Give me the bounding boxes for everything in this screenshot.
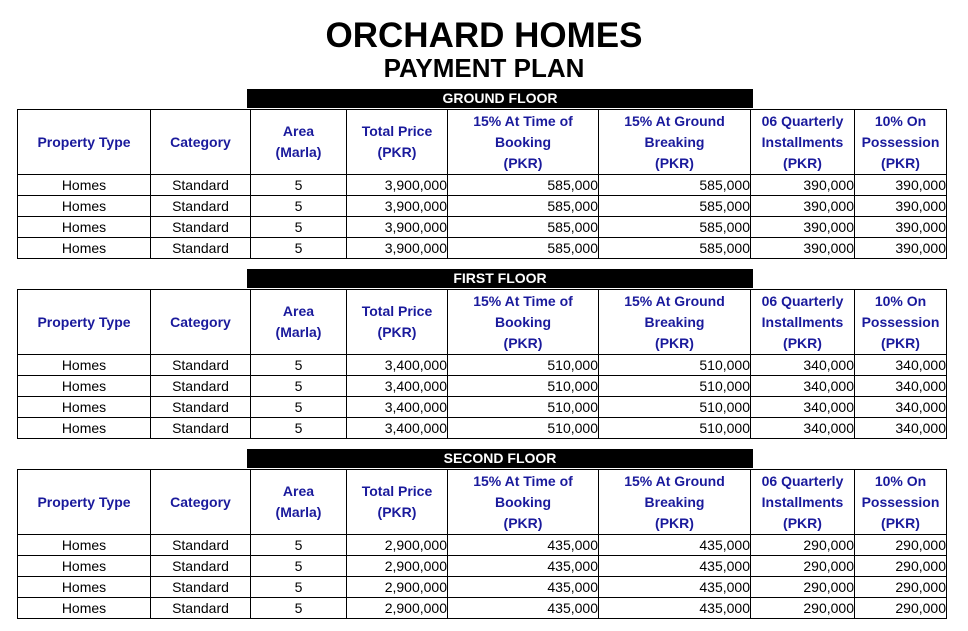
table-cell: 435,000: [448, 535, 599, 556]
table-row: [18, 397, 947, 418]
column-header: Category: [151, 290, 251, 355]
table-cell: Homes: [18, 217, 151, 238]
table-cell: 290,000: [855, 598, 947, 619]
table-cell: Standard: [151, 535, 251, 556]
payment-table: [17, 109, 947, 259]
table-cell: 390,000: [751, 175, 855, 196]
table-cell: Standard: [151, 598, 251, 619]
table-cell: 390,000: [855, 217, 947, 238]
table-cell: Homes: [18, 556, 151, 577]
table-cell: 585,000: [448, 196, 599, 217]
table-cell: Standard: [151, 217, 251, 238]
table-cell: 290,000: [855, 535, 947, 556]
table-cell: 340,000: [751, 418, 855, 439]
table-cell: Homes: [18, 196, 151, 217]
column-header: 10% On Possession (PKR): [855, 470, 947, 535]
column-header: Total Price (PKR): [347, 110, 448, 175]
table-cell: 585,000: [599, 175, 751, 196]
table-cell: 510,000: [448, 376, 599, 397]
table-cell: 585,000: [599, 238, 751, 259]
table-row: [18, 355, 947, 376]
table-cell: Standard: [151, 196, 251, 217]
table-cell: 2,900,000: [347, 598, 448, 619]
table-cell: 585,000: [599, 196, 751, 217]
table-cell: Standard: [151, 577, 251, 598]
table-cell: 3,400,000: [347, 355, 448, 376]
table-cell: 5: [251, 556, 347, 577]
table-cell: 2,900,000: [347, 556, 448, 577]
page-title: ORCHARD HOMES: [325, 16, 643, 55]
column-header: 06 Quarterly Installments (PKR): [751, 290, 855, 355]
table-cell: 510,000: [599, 376, 751, 397]
table-cell: Homes: [18, 418, 151, 439]
table-cell: 290,000: [855, 577, 947, 598]
table-cell: 390,000: [751, 196, 855, 217]
column-header: 15% At Ground Breaking (PKR): [599, 290, 751, 355]
floor-heading: GROUND FLOOR: [247, 89, 753, 108]
table-cell: 510,000: [599, 397, 751, 418]
table-cell: 5: [251, 376, 347, 397]
column-header: Area (Marla): [251, 470, 347, 535]
column-header: Property Type: [18, 470, 151, 535]
table-cell: 435,000: [599, 598, 751, 619]
table-row: [18, 238, 947, 259]
column-header: 10% On Possession (PKR): [855, 290, 947, 355]
table-cell: 5: [251, 238, 347, 259]
table-cell: Homes: [18, 355, 151, 376]
table-cell: Homes: [18, 376, 151, 397]
table-cell: 5: [251, 217, 347, 238]
table-cell: 390,000: [855, 196, 947, 217]
table-cell: 290,000: [855, 556, 947, 577]
table-cell: Homes: [18, 397, 151, 418]
table-cell: 435,000: [448, 577, 599, 598]
table-cell: 2,900,000: [347, 535, 448, 556]
page-subtitle: PAYMENT PLAN: [383, 53, 585, 83]
table-header-row: [18, 290, 947, 355]
table-row: [18, 175, 947, 196]
table-cell: 290,000: [751, 577, 855, 598]
table-cell: Standard: [151, 355, 251, 376]
table-cell: 340,000: [855, 376, 947, 397]
table-cell: 585,000: [599, 217, 751, 238]
table-cell: 5: [251, 196, 347, 217]
table-cell: Standard: [151, 556, 251, 577]
table-cell: 3,400,000: [347, 418, 448, 439]
payment-table: [17, 289, 947, 439]
column-header: Property Type: [18, 110, 151, 175]
table-row: [18, 556, 947, 577]
table-row: [18, 217, 947, 238]
table-cell: 3,900,000: [347, 217, 448, 238]
table-cell: Homes: [18, 238, 151, 259]
column-header: 06 Quarterly Installments (PKR): [751, 470, 855, 535]
table-cell: Homes: [18, 175, 151, 196]
floor-heading: SECOND FLOOR: [247, 449, 753, 468]
column-header: 15% At Ground Breaking (PKR): [599, 470, 751, 535]
table-cell: 435,000: [448, 556, 599, 577]
table-cell: 390,000: [751, 217, 855, 238]
column-header: 15% At Time of Booking (PKR): [448, 290, 599, 355]
table-cell: 340,000: [751, 355, 855, 376]
column-header: Category: [151, 470, 251, 535]
table-cell: 5: [251, 577, 347, 598]
table-cell: 435,000: [448, 598, 599, 619]
table-cell: 5: [251, 598, 347, 619]
table-cell: 435,000: [599, 556, 751, 577]
payment-table: [17, 469, 947, 619]
floor-heading: FIRST FLOOR: [247, 269, 753, 288]
table-row: [18, 376, 947, 397]
table-cell: 435,000: [599, 535, 751, 556]
table-row: [18, 418, 947, 439]
column-header: 15% At Time of Booking (PKR): [448, 470, 599, 535]
table-cell: Standard: [151, 418, 251, 439]
table-cell: 5: [251, 397, 347, 418]
table-cell: 435,000: [599, 577, 751, 598]
table-cell: Standard: [151, 397, 251, 418]
table-row: [18, 577, 947, 598]
table-header-row: [18, 470, 947, 535]
table-cell: 290,000: [751, 598, 855, 619]
table-cell: Standard: [151, 238, 251, 259]
table-row: [18, 196, 947, 217]
column-header: Category: [151, 110, 251, 175]
table-cell: 3,400,000: [347, 397, 448, 418]
column-header: Total Price (PKR): [347, 470, 448, 535]
table-row: [18, 535, 947, 556]
table-cell: 5: [251, 418, 347, 439]
table-cell: 340,000: [855, 355, 947, 376]
table-cell: 390,000: [855, 238, 947, 259]
table-cell: 290,000: [751, 556, 855, 577]
column-header: 06 Quarterly Installments (PKR): [751, 110, 855, 175]
table-cell: 390,000: [855, 175, 947, 196]
table-cell: 5: [251, 355, 347, 376]
table-cell: 5: [251, 175, 347, 196]
table-cell: Standard: [151, 175, 251, 196]
table-cell: Homes: [18, 598, 151, 619]
table-cell: 585,000: [448, 217, 599, 238]
table-cell: 340,000: [751, 376, 855, 397]
table-cell: 340,000: [855, 397, 947, 418]
column-header: Total Price (PKR): [347, 290, 448, 355]
table-cell: 3,900,000: [347, 175, 448, 196]
table-cell: 3,900,000: [347, 238, 448, 259]
column-header: 10% On Possession (PKR): [855, 110, 947, 175]
table-row: [18, 598, 947, 619]
column-header: 15% At Time of Booking (PKR): [448, 110, 599, 175]
table-cell: Standard: [151, 376, 251, 397]
table-cell: Homes: [18, 535, 151, 556]
table-cell: 510,000: [599, 355, 751, 376]
table-cell: 340,000: [855, 418, 947, 439]
column-header: Area (Marla): [251, 110, 347, 175]
table-cell: 390,000: [751, 238, 855, 259]
column-header: 15% At Ground Breaking (PKR): [599, 110, 751, 175]
table-cell: 510,000: [448, 397, 599, 418]
column-header: Area (Marla): [251, 290, 347, 355]
table-cell: 340,000: [751, 397, 855, 418]
table-cell: 510,000: [599, 418, 751, 439]
table-cell: 3,900,000: [347, 196, 448, 217]
table-header-row: [18, 110, 947, 175]
table-cell: 5: [251, 535, 347, 556]
table-cell: 290,000: [751, 535, 855, 556]
column-header: Property Type: [18, 290, 151, 355]
table-cell: 3,400,000: [347, 376, 448, 397]
table-cell: 585,000: [448, 175, 599, 196]
table-cell: Homes: [18, 577, 151, 598]
table-cell: 585,000: [448, 238, 599, 259]
table-cell: 510,000: [448, 418, 599, 439]
table-cell: 510,000: [448, 355, 599, 376]
table-cell: 2,900,000: [347, 577, 448, 598]
